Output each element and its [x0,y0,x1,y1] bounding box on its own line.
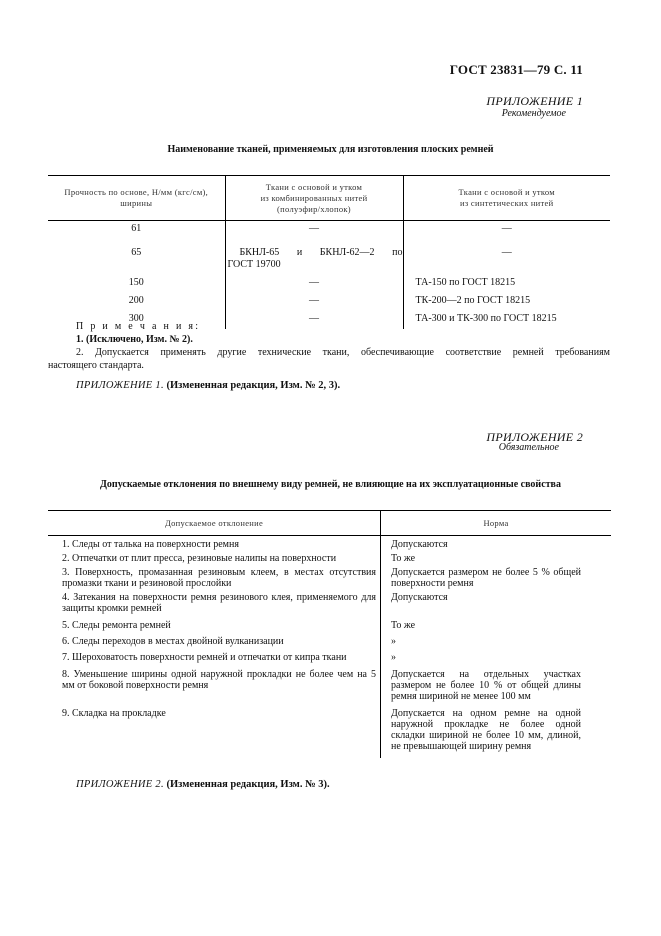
header-line: (полуэфир/хлопок) [277,203,351,214]
strength-cell: 65 [131,247,142,258]
norm-cell: Допускается на одном ремне на одной наружной прокладке не более одной складки шириной не более 10 мм, длиной, не превышающей ширину ремня [381,702,612,758]
synthetic-cell: ТА-300 и ТК-300 по ГОСТ 18215 [403,311,610,329]
column-header-synthetic [403,176,610,221]
amendment-ref: ПРИЛОЖЕНИЕ 1. [76,380,164,391]
deviation-cell: 5. Следы ремонта ремней [62,620,171,631]
amendment-text: (Измененная редакция, Изм. № 2, 3). [166,380,341,391]
amendment-text: (Измененная редакция, Изм. № 3). [166,779,330,790]
deviation-cell: 6. Следы переходов в местах двойной вулканизации [62,636,284,647]
table-row [48,614,611,631]
table-row [48,536,611,551]
deviation-cell: 9. Складка на прокладке [62,708,166,719]
combined-cell [225,239,403,275]
ditto-mark: » [391,652,396,663]
norm-cell: Допускаются [381,536,612,551]
table-row [48,221,610,240]
appendix2-title: ПРИЛОЖЕНИЕ 2 [486,430,583,444]
table-row [48,647,611,663]
table-row [48,293,610,311]
header-line: из синтетических нитей [460,198,554,208]
table-header-row [48,176,610,221]
column-header-combined [225,176,403,221]
combined-cell: — [225,293,403,311]
table-row [48,550,611,564]
table-header-row [48,511,611,536]
column-header-norm: Норма [381,511,612,536]
appendix2-heading: Допускаемые отклонения по внешнему виду ремней, не влияющие на их эксплуатационные свойства [100,479,561,490]
header-line: ширины [120,198,153,208]
strength-cell: 61 [131,223,142,234]
column-header-strength [48,176,225,221]
table-row [48,663,611,702]
header-line: Ткани с основой и утком [265,181,363,192]
strength-cell: 300 [128,313,144,324]
appendix2-status: Обязательное [498,442,559,453]
strength-cell: 200 [128,295,144,306]
appendix1-heading: Наименование тканей, применяемых для изготовления плоских ремней [167,144,494,155]
synthetic-cell: ТК-200—2 по ГОСТ 18215 [403,293,610,311]
table-row [48,564,611,589]
norm-cell [381,647,612,663]
appendix1-title: ПРИЛОЖЕНИЕ 1 [486,94,583,108]
column-header-deviation: Допускаемое отклонение [48,511,381,536]
table-row [48,239,610,275]
header-line: из комбинированных нитей [260,192,368,203]
norm-cell: То же [381,614,612,631]
amendment-ref: ПРИЛОЖЕНИЕ 2. [76,779,164,790]
deviations-table [48,510,611,758]
deviation-cell: 3. Поверхность, промазанная резиновым клеем, в местах отсутствия промазки ткани и резиновой прослойки [62,567,376,589]
deviation-cell: 4. Затекания на поверхности ремня резинового клея, применяемого для защиты кромки ремней [62,592,376,614]
note-1: 1. (Исключено, Изм. № 2). [76,334,193,345]
ditto-mark: » [391,636,396,647]
notes-block [48,320,610,372]
norm-cell [381,631,612,647]
note-2-line-2: настоящего стандарта. [48,360,144,371]
combined-line: БКНЛ-65 и БКНЛ-62—2 по [239,247,403,258]
synthetic-cell: — [403,239,610,275]
fabrics-table [48,175,610,329]
appendix1-amendment [76,380,340,391]
norm-cell: То же [381,550,612,564]
page-header: ГОСТ 23831—79 С. 11 [449,62,583,77]
combined-cell: — [225,311,403,329]
synthetic-cell: ТА-150 по ГОСТ 18215 [403,275,610,293]
appendix1-status: Рекомендуемое [501,108,566,119]
table-row [48,631,611,647]
strength-cell: 150 [128,277,144,288]
norm-cell: Допускаются [381,589,612,614]
synthetic-cell: — [403,221,610,240]
header-line: Прочность по основе, Н/мм (кгс/см), [64,187,209,197]
combined-cell: — [225,221,403,240]
table-row [48,702,611,758]
norm-cell: Допускается размером не более 5 % общей поверхности ремня [381,564,612,589]
table-row [48,589,611,614]
note-2-line-1: 2. Допускается применять другие технические ткани, обеспечивающие соответствие ремней требованиям [76,347,610,358]
combined-line: ГОСТ 19700 [227,259,281,270]
table-row [48,275,610,293]
deviation-cell: 1. Следы от талька на поверхности ремня [62,539,239,550]
deviation-cell: 7. Шероховатость поверхности ремней и отпечатки от кипра ткани [62,652,347,663]
header-line: Ткани с основой и утком [458,187,555,197]
deviation-cell: 8. Уменьшение ширины одной наружной прокладки не более чем на 5 мм от боковой поверхности ремня [62,669,376,691]
combined-cell: — [225,275,403,293]
deviation-cell: 2. Отпечатки от плит пресса, резиновые налипы на поверхности [62,553,337,564]
norm-cell: Допускается на отдельных участках размером не более 10 % от общей длины ремня шириной не менее 100 мм [381,663,612,702]
appendix2-amendment [76,779,330,790]
notes-title: П р и м е ч а н и я: [76,321,201,332]
